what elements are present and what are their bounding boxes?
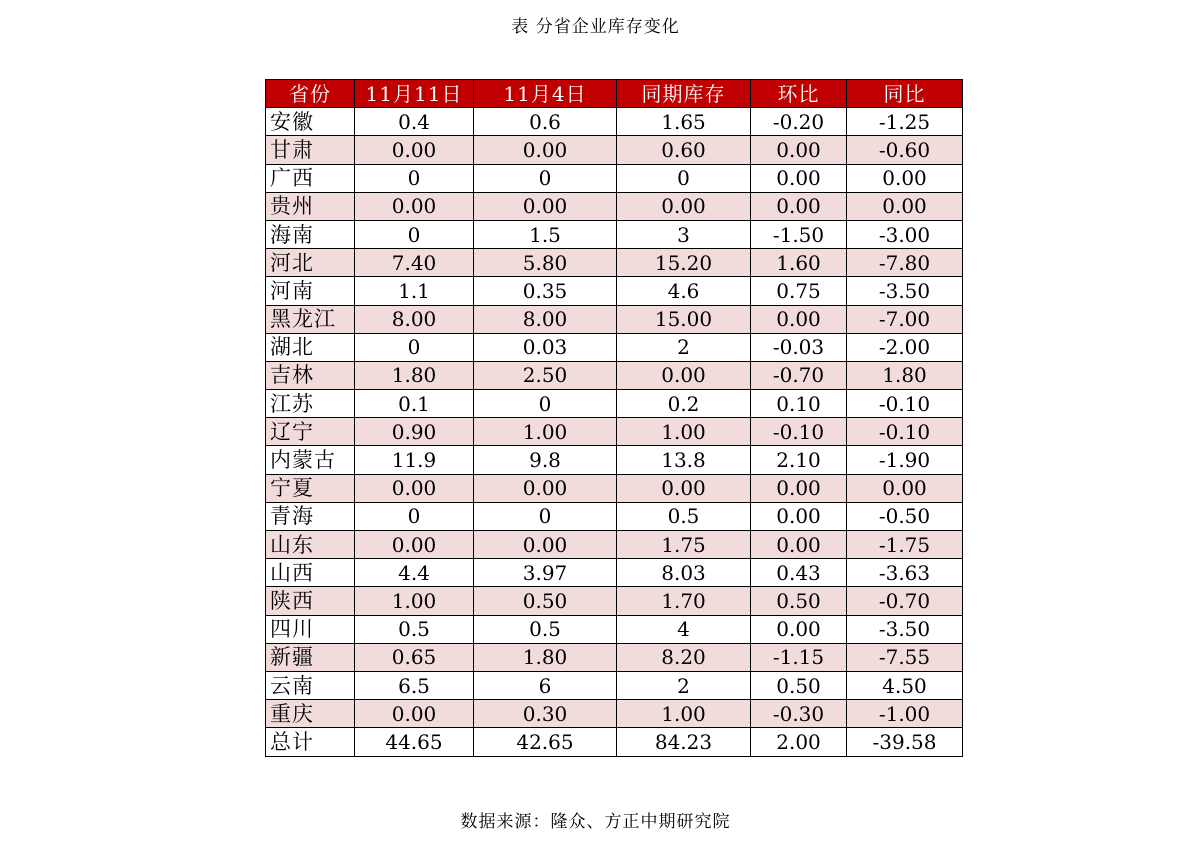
- week-on-week-cell: 0.00: [751, 502, 847, 530]
- province-cell: 四川: [266, 615, 355, 643]
- year-on-year-cell: 4.50: [847, 671, 963, 699]
- week-on-week-cell: -1.50: [751, 220, 847, 248]
- year-on-year-cell: -1.90: [847, 446, 963, 474]
- same-period-cell: 0.00: [617, 361, 751, 389]
- nov-4-cell: 0.35: [474, 277, 617, 305]
- nov-11-cell: 0.00: [355, 192, 474, 220]
- table-row: [266, 474, 963, 502]
- week-on-week-cell: 0.50: [751, 587, 847, 615]
- same-period-cell: 1.70: [617, 587, 751, 615]
- province-cell: 贵州: [266, 192, 355, 220]
- province-cell: 宁夏: [266, 474, 355, 502]
- same-period-cell: 2: [617, 333, 751, 361]
- nov-11-cell: 0.00: [355, 474, 474, 502]
- nov-4-cell: 1.5: [474, 220, 617, 248]
- nov-4-cell: 9.8: [474, 446, 617, 474]
- same-period-cell: 0.00: [617, 192, 751, 220]
- inventory-table: [265, 79, 963, 757]
- same-period-cell: 15.20: [617, 249, 751, 277]
- nov-11-cell: 0.4: [355, 108, 474, 136]
- table-row: [266, 559, 963, 587]
- nov-11-cell: 1.00: [355, 587, 474, 615]
- table-row: [266, 700, 963, 728]
- week-on-week-cell: -0.70: [751, 361, 847, 389]
- table-caption: 表 分省企业库存变化: [511, 17, 680, 37]
- year-on-year-cell: -39.58: [847, 728, 963, 756]
- table-row: [266, 643, 963, 671]
- table-row: [266, 446, 963, 474]
- same-period-cell: 3: [617, 220, 751, 248]
- week-on-week-cell: -0.20: [751, 108, 847, 136]
- header-province: 省份: [266, 80, 355, 108]
- province-cell: 陕西: [266, 587, 355, 615]
- nov-11-cell: 0: [355, 333, 474, 361]
- year-on-year-cell: -3.63: [847, 559, 963, 587]
- header-nov-11: 11月11日: [355, 80, 474, 108]
- nov-4-cell: 8.00: [474, 305, 617, 333]
- same-period-cell: 2: [617, 671, 751, 699]
- table-row: [266, 587, 963, 615]
- header-week-on-week: 环比: [751, 80, 847, 108]
- year-on-year-cell: 1.80: [847, 361, 963, 389]
- table-row: [266, 531, 963, 559]
- table-row: [266, 192, 963, 220]
- province-cell: 黑龙江: [266, 305, 355, 333]
- header-same-period-inventory: 同期库存: [617, 80, 751, 108]
- week-on-week-cell: -0.03: [751, 333, 847, 361]
- table-row: [266, 305, 963, 333]
- year-on-year-cell: -1.75: [847, 531, 963, 559]
- same-period-cell: 13.8: [617, 446, 751, 474]
- header-nov-4: 11月4日: [474, 80, 617, 108]
- same-period-cell: 84.23: [617, 728, 751, 756]
- same-period-cell: 0.5: [617, 502, 751, 530]
- province-cell: 河北: [266, 249, 355, 277]
- nov-4-cell: 1.80: [474, 643, 617, 671]
- province-cell: 辽宁: [266, 418, 355, 446]
- table-row: [266, 277, 963, 305]
- week-on-week-cell: 0.10: [751, 390, 847, 418]
- year-on-year-cell: -0.10: [847, 418, 963, 446]
- same-period-cell: 8.20: [617, 643, 751, 671]
- table-row: [266, 390, 963, 418]
- table-row: [266, 220, 963, 248]
- nov-4-cell: 0.50: [474, 587, 617, 615]
- table-row: [266, 164, 963, 192]
- table-row: [266, 249, 963, 277]
- province-cell: 内蒙古: [266, 446, 355, 474]
- nov-11-cell: 6.5: [355, 671, 474, 699]
- province-cell: 山东: [266, 531, 355, 559]
- week-on-week-cell: 0.43: [751, 559, 847, 587]
- year-on-year-cell: -1.00: [847, 700, 963, 728]
- province-cell: 江苏: [266, 390, 355, 418]
- table-row: [266, 108, 963, 136]
- nov-11-cell: 1.1: [355, 277, 474, 305]
- same-period-cell: 0.00: [617, 474, 751, 502]
- nov-11-cell: 0.1: [355, 390, 474, 418]
- year-on-year-cell: -7.80: [847, 249, 963, 277]
- year-on-year-cell: -0.70: [847, 587, 963, 615]
- year-on-year-cell: -0.10: [847, 390, 963, 418]
- nov-4-cell: 5.80: [474, 249, 617, 277]
- province-cell: 海南: [266, 220, 355, 248]
- province-cell: 广西: [266, 164, 355, 192]
- same-period-cell: 4.6: [617, 277, 751, 305]
- nov-4-cell: 1.00: [474, 418, 617, 446]
- week-on-week-cell: 0.75: [751, 277, 847, 305]
- year-on-year-cell: 0.00: [847, 192, 963, 220]
- year-on-year-cell: -0.60: [847, 136, 963, 164]
- nov-11-cell: 7.40: [355, 249, 474, 277]
- nov-11-cell: 44.65: [355, 728, 474, 756]
- year-on-year-cell: -1.25: [847, 108, 963, 136]
- nov-11-cell: 0.90: [355, 418, 474, 446]
- nov-4-cell: 42.65: [474, 728, 617, 756]
- table-total-row: [266, 728, 963, 756]
- nov-4-cell: 0.6: [474, 108, 617, 136]
- same-period-cell: 1.75: [617, 531, 751, 559]
- table-row: [266, 671, 963, 699]
- same-period-cell: 15.00: [617, 305, 751, 333]
- nov-4-cell: 3.97: [474, 559, 617, 587]
- table-row: [266, 615, 963, 643]
- nov-11-cell: 11.9: [355, 446, 474, 474]
- same-period-cell: 1.65: [617, 108, 751, 136]
- nov-4-cell: 0.5: [474, 615, 617, 643]
- same-period-cell: 0.60: [617, 136, 751, 164]
- week-on-week-cell: 0.00: [751, 192, 847, 220]
- province-cell: 河南: [266, 277, 355, 305]
- week-on-week-cell: 2.10: [751, 446, 847, 474]
- nov-11-cell: 0: [355, 220, 474, 248]
- province-cell: 甘肃: [266, 136, 355, 164]
- same-period-cell: 8.03: [617, 559, 751, 587]
- year-on-year-cell: -7.55: [847, 643, 963, 671]
- nov-4-cell: 0: [474, 390, 617, 418]
- nov-4-cell: 0: [474, 164, 617, 192]
- table-header-row: [266, 80, 963, 108]
- province-cell: 湖北: [266, 333, 355, 361]
- year-on-year-cell: 0.00: [847, 474, 963, 502]
- same-period-cell: 0.2: [617, 390, 751, 418]
- nov-11-cell: 0: [355, 164, 474, 192]
- week-on-week-cell: 0.00: [751, 474, 847, 502]
- nov-4-cell: 6: [474, 671, 617, 699]
- year-on-year-cell: -3.50: [847, 615, 963, 643]
- nov-11-cell: 0.65: [355, 643, 474, 671]
- same-period-cell: 1.00: [617, 418, 751, 446]
- week-on-week-cell: 0.50: [751, 671, 847, 699]
- nov-11-cell: 1.80: [355, 361, 474, 389]
- week-on-week-cell: -0.10: [751, 418, 847, 446]
- province-cell: 新疆: [266, 643, 355, 671]
- week-on-week-cell: 0.00: [751, 136, 847, 164]
- province-cell: 青海: [266, 502, 355, 530]
- year-on-year-cell: -2.00: [847, 333, 963, 361]
- nov-4-cell: 0.00: [474, 136, 617, 164]
- nov-11-cell: 0.00: [355, 136, 474, 164]
- table-row: [266, 418, 963, 446]
- nov-4-cell: 0.00: [474, 531, 617, 559]
- nov-4-cell: 0.00: [474, 192, 617, 220]
- province-cell: 总计: [266, 728, 355, 756]
- nov-11-cell: 0.00: [355, 700, 474, 728]
- nov-11-cell: 4.4: [355, 559, 474, 587]
- year-on-year-cell: -3.00: [847, 220, 963, 248]
- year-on-year-cell: -7.00: [847, 305, 963, 333]
- province-cell: 安徽: [266, 108, 355, 136]
- nov-11-cell: 0.00: [355, 531, 474, 559]
- nov-11-cell: 0: [355, 502, 474, 530]
- same-period-cell: 4: [617, 615, 751, 643]
- nov-4-cell: 0.03: [474, 333, 617, 361]
- nov-4-cell: 0.00: [474, 474, 617, 502]
- week-on-week-cell: 2.00: [751, 728, 847, 756]
- province-cell: 重庆: [266, 700, 355, 728]
- table-row: [266, 136, 963, 164]
- nov-4-cell: 0.30: [474, 700, 617, 728]
- week-on-week-cell: 0.00: [751, 305, 847, 333]
- nov-11-cell: 8.00: [355, 305, 474, 333]
- week-on-week-cell: 0.00: [751, 531, 847, 559]
- year-on-year-cell: -3.50: [847, 277, 963, 305]
- week-on-week-cell: 1.60: [751, 249, 847, 277]
- data-source-note: 数据来源：隆众、方正中期研究院: [460, 812, 731, 832]
- week-on-week-cell: -1.15: [751, 643, 847, 671]
- nov-11-cell: 0.5: [355, 615, 474, 643]
- table-row: [266, 502, 963, 530]
- same-period-cell: 0: [617, 164, 751, 192]
- table-row: [266, 333, 963, 361]
- week-on-week-cell: 0.00: [751, 615, 847, 643]
- same-period-cell: 1.00: [617, 700, 751, 728]
- province-cell: 吉林: [266, 361, 355, 389]
- year-on-year-cell: 0.00: [847, 164, 963, 192]
- province-cell: 山西: [266, 559, 355, 587]
- table-row: [266, 361, 963, 389]
- nov-4-cell: 2.50: [474, 361, 617, 389]
- nov-4-cell: 0: [474, 502, 617, 530]
- table-body: [266, 108, 963, 756]
- year-on-year-cell: -0.50: [847, 502, 963, 530]
- province-cell: 云南: [266, 671, 355, 699]
- week-on-week-cell: 0.00: [751, 164, 847, 192]
- header-year-on-year: 同比: [847, 80, 963, 108]
- week-on-week-cell: -0.30: [751, 700, 847, 728]
